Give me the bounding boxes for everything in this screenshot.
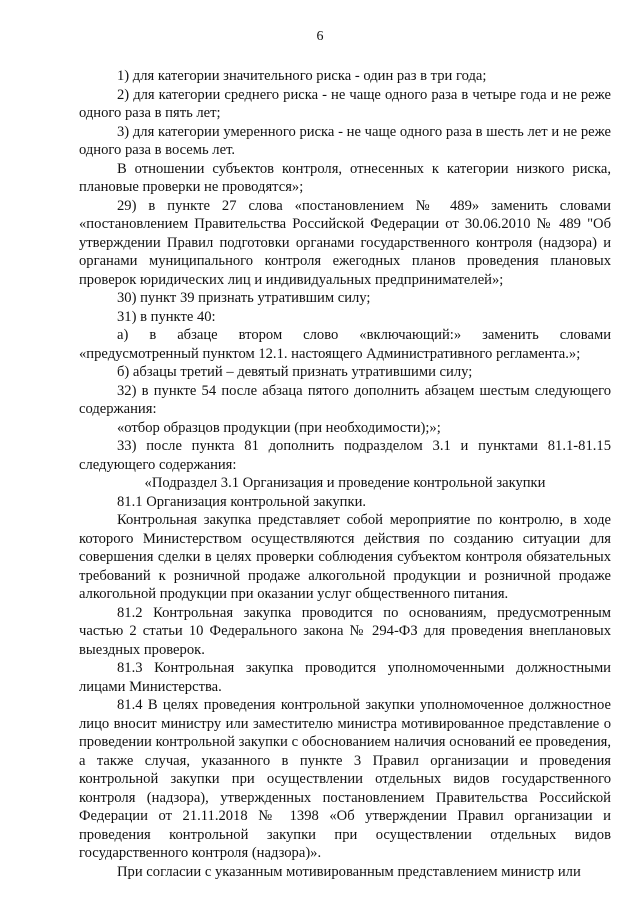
paragraph: При согласии с указанным мотивированным представлением министр или	[117, 863, 581, 880]
paragraph: 30) пункт 39 признать утратившим силу;	[117, 290, 371, 306]
page-number: 6	[316, 29, 324, 44]
paragraph: 29) в пункте 27 слова «постановлением № 489» заменить словами «постановлением Правительства Российской Федерации от 30.06.2010 № 489 "Об утверждении Правил подготовки органами государственного контроля (надзора) и органами муниципального контроля ежегодных планов проведения плановых проверок юридических лиц и индивидуальных предпринимателей»;	[79, 197, 611, 288]
paragraph: Контрольная закупка представляет собой мероприятие по контролю, в ходе которого Министерством осуществляются действия по созданию ситуации для совершения сделки в целях проверки соблюдения субъектом контроля обязательных требований к розничной продаже алкогольной продукции и розничной продаже алкогольной продукции при оказании услуг общественного питания.	[79, 512, 611, 602]
paragraph: 81.3 Контрольная закупка проводится уполномоченными должностными лицами Министерства.	[79, 660, 611, 695]
paragraph: 81.1 Организация контрольной закупки.	[117, 493, 367, 510]
paragraph: 2) для категории среднего риска - не чаще одного раза в четыре года и не реже одного раза в пять лет;	[79, 86, 611, 121]
paragraph: «отбор образцов продукции (при необходимости);»;	[117, 419, 441, 436]
subsection-heading: «Подраздел 3.1 Организация и проведение контрольной закупки	[144, 475, 546, 491]
paragraph: 32) в пункте 54 после абзаца пятого дополнить абзацем шестым следующего содержания:	[79, 382, 611, 417]
paragraph: 81.4 В целях проведения контрольной закупки уполномоченное должностное лицо вносит министру или заместителю министра мотивированное представление о проведении контрольной закупки с обоснованием наличия оснований ее проведения, а также случая, указанного в пункте 3 Правил организации и проведения контрольной закупки при осуществлении отдельных видов государственного контроля (надзора), утвержденных постановлением Правительства Российской Федерации от 21.11.2018 № 1398 «Об утверждении Правил организации и проведения контрольной закупки при осуществлении отдельных видов государственного контроля (надзора)».	[79, 697, 611, 861]
paragraph: б) абзацы третий – девятый признать утратившими силу;	[117, 364, 473, 380]
paragraph: 1) для категории значительного риска - один раз в три года;	[117, 68, 487, 84]
paragraph: 3) для категории умеренного риска - не чаще одного раза в шесть лет и не реже одного раза в восемь лет.	[79, 123, 611, 158]
paragraph: В отношении субъектов контроля, отнесенных к категории низкого риска, плановые проверки не проводятся»;	[79, 160, 611, 195]
paragraph: а) в абзаце втором слово «включающий:» заменить словами «предусмотренный пунктом 12.1. настоящего Административного регламента.»;	[79, 327, 611, 362]
paragraph: 31) в пункте 40:	[117, 308, 216, 325]
paragraph: 33) после пункта 81 дополнить подразделом 3.1 и пунктами 81.1-81.15 следующего содержания:	[79, 438, 611, 473]
document-body	[79, 67, 611, 881]
paragraph: 81.2 Контрольная закупка проводится по основаниям, предусмотренным частью 2 статьи 10 Федерального закона № 294-ФЗ для проведения внеплановых выездных проверок.	[79, 604, 611, 658]
